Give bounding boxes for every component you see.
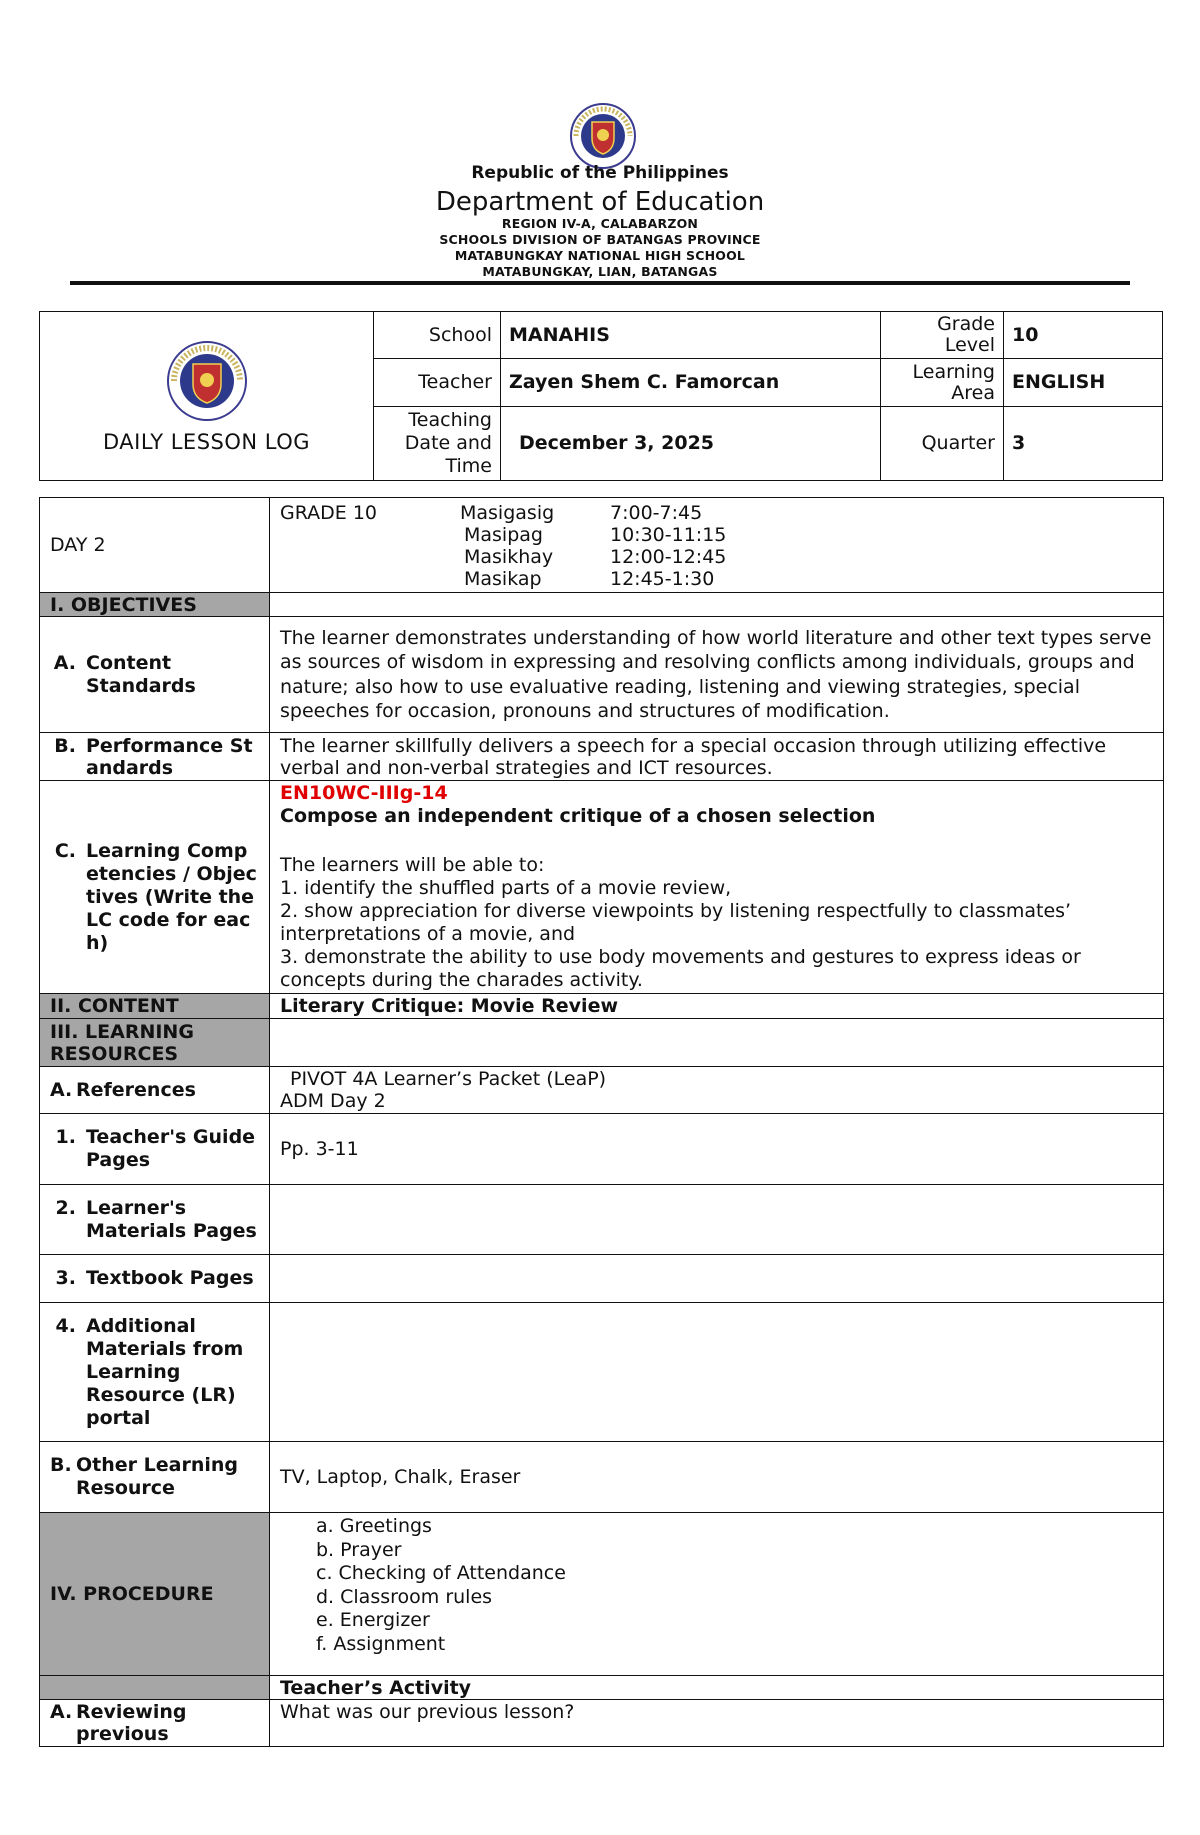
content-standards-label-cell [40, 617, 270, 733]
competencies-label: Learning Competencies / Objectives (Write the LC code for each) [86, 840, 257, 954]
learners-materials-value [270, 1185, 1164, 1255]
schedule-time: 10:30-11:15 [610, 524, 727, 546]
teacher-label: Teacher [374, 359, 501, 407]
procedure-item: e. Energizer [316, 1609, 430, 1631]
procedure-item: d. Classroom rules [316, 1585, 493, 1608]
teachers-guide-label-cell [40, 1114, 270, 1185]
reviewing-label: Reviewing previous [76, 1701, 187, 1745]
schedule-section: Masikhay [464, 546, 554, 568]
republic-label: Republic of the Philippines [471, 163, 729, 183]
procedure-item: b. Prayer [316, 1538, 402, 1561]
quarter-label: Quarter [881, 407, 1004, 481]
school-name-label: MATABUNGKAY NATIONAL HIGH SCHOOL [454, 248, 746, 263]
additional-materials-value [270, 1303, 1164, 1442]
address-label: MATABUNGKAY, LIAN, BATANGAS [482, 264, 718, 279]
ref-label: Teacher's Guide Pages [86, 1126, 256, 1171]
daily-lesson-log-title: DAILY LESSON LOG [102, 429, 311, 454]
content-standards-letter: A. [53, 651, 76, 674]
department-label: Department of Education [435, 187, 765, 217]
ref-number: 2. [55, 1196, 76, 1219]
teachers-activity-heading: Teacher’s Activity [270, 1676, 1164, 1700]
performance-standards-text: The learner skillfully delivers a speech for a special occasion through utilizing effective verbal and non-verbal strategies and ICT resources. [270, 733, 1164, 781]
deped-seal-icon [165, 339, 249, 423]
schedule-section: Masigasig [460, 502, 555, 524]
procedure-cell [270, 1513, 1164, 1676]
references-label-cell [40, 1067, 270, 1114]
content-heading: II. CONTENT [40, 994, 270, 1019]
other-resource-label: Other Learning Resource [76, 1454, 238, 1499]
school-label: School [374, 312, 501, 359]
learners-materials-label-cell [40, 1185, 270, 1255]
reviewing-letter: A. [50, 1701, 73, 1723]
day-cell: DAY 2 [40, 498, 270, 593]
procedure-item: f. Assignment [316, 1632, 446, 1655]
performance-standards-label-cell [40, 733, 270, 781]
textbook-value [270, 1255, 1164, 1303]
division-label: SCHOOLS DIVISION OF BATANGAS PROVINCE [439, 232, 761, 247]
procedure-item: a. Greetings [316, 1515, 432, 1537]
learning-area-label: Learning Area [881, 359, 1004, 407]
textbook-label-cell [40, 1255, 270, 1303]
ref-label: Textbook Pages [86, 1267, 254, 1289]
schedule-time: 7:00-7:45 [610, 502, 703, 524]
ref-label: Learner's Materials Pages [86, 1196, 257, 1242]
schedule-cell [270, 498, 1164, 593]
schedule-grid [280, 502, 1153, 590]
content-standards-text: The learner demonstrates understanding of how world literature and other text types serve as sources of wisdom in expressing and resolving conflicts among individuals, groups and nature; also how to use evaluative reading, listening and viewing strategies, special speeches for occasion, pronouns and structures of modification. [270, 617, 1164, 733]
other-resource-value: TV, Laptop, Chalk, Eraser [270, 1442, 1164, 1513]
references-cell [270, 1067, 1164, 1114]
learning-area-value: ENGLISH [1004, 359, 1163, 407]
lesson-info-table [39, 311, 1163, 481]
grade-level-label: Grade Level [881, 312, 1004, 359]
objectives-heading: I. OBJECTIVES [40, 593, 270, 617]
ref-number: 1. [55, 1126, 76, 1148]
reviewing-value: What was our previous lesson? [270, 1700, 1164, 1747]
title-cell [40, 312, 374, 481]
objective-item: 3. demonstrate the ability to use body movements and gestures to express ideas or concepts during the charades activity. [280, 946, 1081, 991]
competency-title: Compose an independent critique of a chosen selection [280, 805, 876, 827]
objective-item: 2. show appreciation for diverse viewpoints by listening respectfully to classmates’ interpretations of a movie, and [280, 900, 1072, 945]
school-value: MANAHIS [501, 312, 881, 359]
procedure-heading: IV. PROCEDURE [40, 1513, 270, 1676]
procedure-list [280, 1515, 1153, 1656]
other-resource-letter: B. [50, 1454, 72, 1476]
lesson-log-table [39, 497, 1164, 1747]
schedule-time: 12:45-1:30 [610, 568, 715, 590]
references-label: References [76, 1078, 196, 1101]
competencies-letter: C. [54, 840, 76, 862]
teaching-date-label: Teaching Date and Time [374, 407, 501, 481]
learning-resources-heading [40, 1019, 270, 1067]
teacher-value: Zayen Shem C. Famorcan [501, 359, 881, 407]
competencies-cell [270, 781, 1164, 994]
schedule-section: Masipag [464, 524, 543, 546]
reviewing-label-cell [40, 1700, 270, 1747]
procedure-item: c. Checking of Attendance [316, 1562, 566, 1584]
schedule-section: Masikap [464, 568, 542, 590]
content-value: Literary Critique: Movie Review [270, 994, 1164, 1019]
ref-number: 3. [55, 1267, 76, 1289]
teachers-guide-value: Pp. 3-11 [270, 1114, 1164, 1185]
other-resource-label-cell [40, 1442, 270, 1513]
grade-label: GRADE 10 [280, 502, 378, 524]
teaching-date-value: December 3, 2025 [501, 407, 881, 481]
header-divider [70, 281, 1130, 285]
references-line-1: PIVOT 4A Learner’s Packet (LeaP) [290, 1068, 607, 1090]
quarter-value: 3 [1004, 407, 1163, 481]
objective-item: 1. identify the shuffled parts of a movie review, [280, 877, 732, 899]
content-standards-label: Content Standards [86, 651, 196, 697]
deped-seal-top [568, 102, 638, 170]
objectives-intro: The learners will be able to: [280, 854, 545, 876]
grade-level-value: 10 [1004, 312, 1163, 359]
ref-number: 4. [55, 1314, 76, 1337]
lc-code: EN10WC-IIIg-14 [280, 782, 448, 804]
performance-standards-letter: B. [54, 734, 76, 757]
performance-standards-label: Performance Standards [86, 734, 253, 779]
schedule-time: 12:00-12:45 [610, 546, 727, 568]
references-letter: A. [50, 1078, 73, 1101]
references-line-2: ADM Day 2 [280, 1090, 386, 1112]
learning-resources-label: III. LEARNING RESOURCES [50, 1020, 194, 1065]
ref-label: Additional Materials from Learning Resource (LR) portal [86, 1314, 244, 1429]
additional-materials-label-cell [40, 1303, 270, 1442]
region-label: REGION IV-A, CALABARZON [501, 216, 699, 231]
competencies-label-cell [40, 781, 270, 994]
